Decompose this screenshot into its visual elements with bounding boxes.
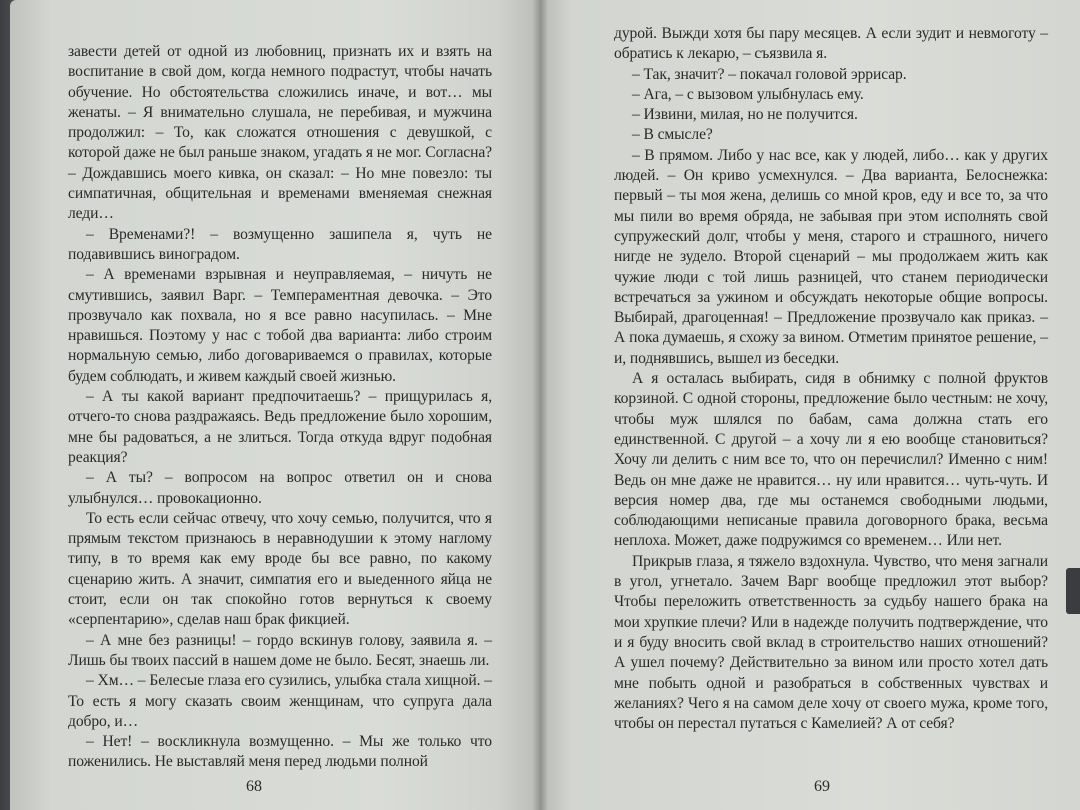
paragraph: – Временами?! – возмущенно зашипела я, чуть не подавившись виноградом.	[68, 225, 492, 263]
page-number: 68	[246, 778, 262, 795]
paragraph: – В смысле?	[632, 126, 713, 144]
binder-clip	[1066, 568, 1080, 614]
paragraph: – Так, значит? – покачал головой эррисар.	[632, 65, 907, 83]
paragraph: – А временами взрывная и неуправляемая, – ничуть не смутившись, заявил Варг. – Темпераментная девочка. – Это прозвучало как похвала, но я все равно насупилась. – Мне нравишься. Поэтому у нас с тобой два варианта: либо строим нормальную семью, либо договариваемся о правилах, которые будем соблюдать, и живем каждый своей жизнью.	[68, 266, 492, 385]
paragraph: – А мне без разницы! – гордо вскинув голову, заявила я. – Лишь бы твоих пассий в нашем доме не было. Бесят, знаешь ли.	[68, 631, 492, 669]
paragraph: А я осталась выбирать, сидя в обнимку с полной фруктов корзиной. С одной стороны, предложение было честным: не хочу, чтобы муж шлялся по бабам, сама должна стать его единственной. С другой – а хочу ли я ею вообще становиться? Хочу ли делить с ним все то, что он перечислил? Именно с ним! Ведь он мне даже не нравится… ну или нравится… чуть-чуть. И версия номер два, где мы останемся свободными людьми, соблюдающими неписаные правила договорного брака, весьма неплоха. Может, даже подружимся со временем… Или нет.	[614, 370, 1048, 550]
right-page	[540, 0, 1080, 810]
right-page-text	[614, 24, 1048, 734]
paragraph: – Ага, – с вызовом улыбнулась ему.	[632, 85, 864, 103]
book-gutter	[532, 0, 548, 810]
paragraph: – Хм… – Белесые глаза его сузились, улыбка стала хищной. – То есть я могу сказать своим женщинам, что супруга дала добро, и…	[68, 672, 492, 730]
paragraph: – А ты какой вариант предпочитаешь? – прищурилась я, отчего-то снова раздражаясь. Ведь предложение было хорошим, мне бы радоваться, а не злиться. Тогда откуда вдруг подобная реакция?	[68, 388, 492, 466]
paragraph: – В прямом. Либо у нас все, как у людей, либо… как у других людей. – Он криво усмехнулся. – Два варианта, Белоснежка: первый – ты моя жена, делишь со мной кров, еду и все то, за что мы пили во время обряда, не забывая при этом исполнять свой супружеский долг, чтобы у меня, старого и страшного, ничего нигде не зудело. Второй сценарий – мы продолжаем жить как чужие люди с той лишь разницей, что станем периодически встречаться за ужином и обсуждать некоторые общие вопросы. Выбирай, драгоценная! – Предложение прозвучало как приказ. – А пока думаешь, я схожу за вином. Отметим принятое решение, – и, поднявшись, вышел из беседки.	[614, 146, 1048, 367]
paragraph: Прикрыв глаза, я тяжело вздохнула. Чувство, что меня загнали в угол, угнетало. Зачем Варг вообще предложил этот выбор? Чтобы переложить ответственность за судьбу нашего брака на мои хрупкие плечи? Или в надежде получить подтверждение, что и я буду вносить свой вклад в строительство наших отношений? А ушел почему? Действительно за вином или просто хотел дать мне побыть одной и разобраться в собственных чувствах и желаниях? Чего я на самом деле хочу от своего мужа, кроме того, чтобы он перестал путаться с Камелией? А от себя?	[614, 552, 1048, 733]
paragraph: То есть если сейчас отвечу, что хочу семью, получится, что я прямым текстом признаюсь в неравнодушии к этому наглому типу, в то время как ему вроде бы все равно, по какому сценарию жить. А значит, симпатия его и выеденного яйца не стоит, если он так спокойно готов вернуться к своему «серпентарию», сделав наш брак фикцией.	[68, 509, 492, 629]
paragraph: – Нет! – воскликнула возмущенно. – Мы же только что поженились. Не выставляй меня перед людьми полной	[68, 733, 492, 771]
paragraph: – А ты? – вопросом на вопрос ответил он и снова улыбнулся… провокационно.	[68, 469, 492, 507]
paragraph: – Извини, милая, но не получится.	[632, 106, 858, 124]
paragraph: завести детей от одной из любовниц, признать их и взять на воспитание в свой дом, когда немного подрастут, чтобы начать обучение. Но обстоятельства сложились иначе, и вот… мы женаты. – Я внимательно слушала, не перебивая, и мужчина продолжил: – То, как сложатся отношения с девушкой, с которой даже не был раньше знаком, угадать я не мог. Согласна? – Дождавшись моего кивка, он сказал: – Но мне повезло: ты симпатичная, общительная и временами вменяемая снежная леди…	[68, 43, 492, 223]
left-page	[10, 0, 540, 810]
left-page-text	[68, 42, 492, 773]
page-number: 69	[814, 778, 830, 795]
paragraph: дурой. Выжди хотя бы пару месяцев. А если зудит и невмоготу – обратись к лекарю, – съязвила я.	[614, 25, 1048, 63]
